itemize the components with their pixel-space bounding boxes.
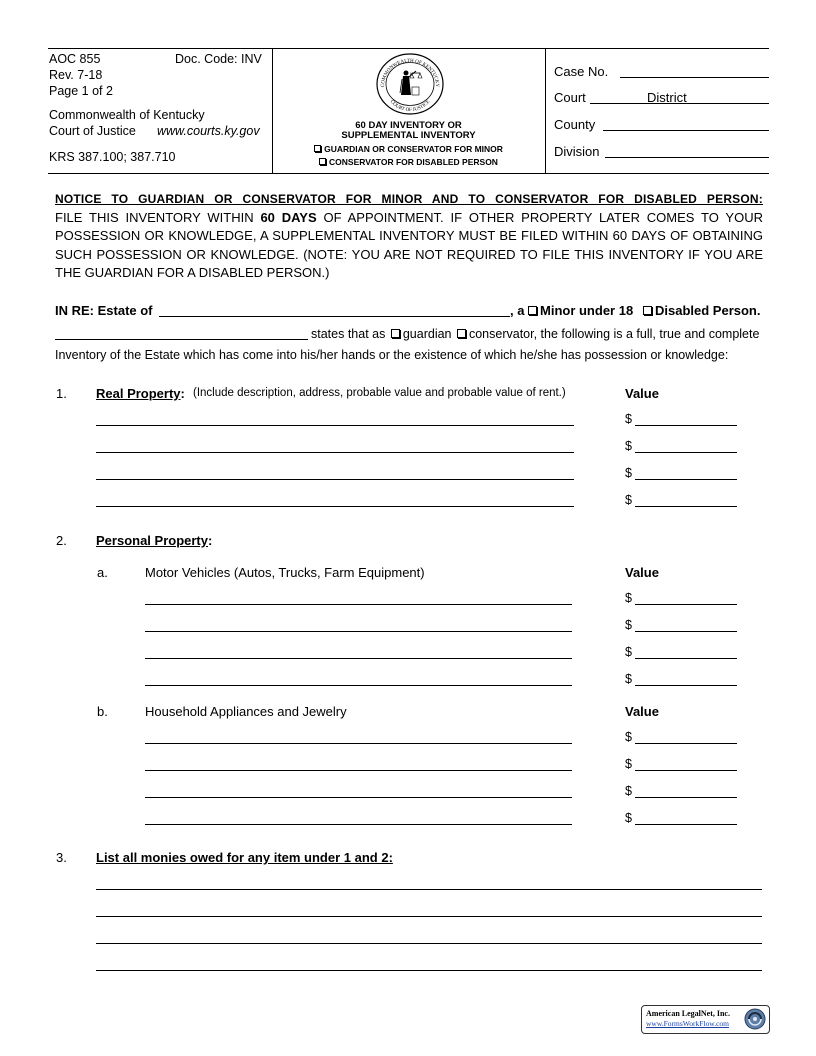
subsection-a-title: Motor Vehicles (Autos, Trucks, Farm Equipment) (145, 565, 425, 580)
page-number: Page 1 of 2 (49, 84, 113, 98)
dollar-sign: $ (625, 811, 632, 825)
household-line[interactable] (145, 824, 572, 825)
monies-owed-line[interactable] (96, 916, 762, 917)
court-seal-icon (376, 53, 444, 115)
dollar-sign: $ (625, 618, 632, 632)
minor-label: Minor under 18 (540, 303, 634, 318)
form-title-line1: 60 DAY INVENTORY OR (355, 120, 462, 131)
minor-row[interactable] (526, 303, 633, 318)
dollar-sign: $ (625, 645, 632, 659)
notice-heading: NOTICE TO GUARDIAN OR CONSERVATOR FOR MINOR AND TO CONSERVATOR FOR DISABLED PERSON: (55, 192, 763, 206)
household-value-field[interactable] (635, 797, 737, 798)
section-1-title: Real Property (96, 386, 181, 401)
case-no-label: Case No. (554, 64, 609, 79)
household-line[interactable] (145, 797, 572, 798)
disabled-row[interactable] (641, 303, 760, 318)
website-link[interactable]: www.courts.ky.gov (157, 124, 260, 138)
states-as-row (311, 327, 759, 341)
subsection-a-value-label: Value (625, 565, 659, 580)
court-value: District (647, 90, 687, 105)
option-guardian-label: GUARDIAN OR CONSERVATOR FOR MINOR (324, 144, 503, 154)
real-property-value-field[interactable] (635, 452, 737, 453)
section-3-title: List all monies owed for any item under 1 and 2: (96, 850, 393, 865)
notice-body-bold: 60 DAYS (260, 209, 317, 225)
section-2-number: 2. (56, 533, 67, 548)
section-2-colon: : (208, 533, 213, 548)
subsection-b-title: Household Appliances and Jewelry (145, 704, 347, 719)
household-line[interactable] (145, 743, 572, 744)
real-property-value-field[interactable] (635, 479, 737, 480)
motor-vehicle-line[interactable] (145, 658, 572, 659)
option-conservator-row[interactable] (272, 157, 545, 167)
household-value-field[interactable] (635, 770, 737, 771)
motor-vehicle-value-field[interactable] (635, 604, 737, 605)
monies-owed-line[interactable] (96, 943, 762, 944)
motor-vehicle-value-field[interactable] (635, 685, 737, 686)
case-no-field[interactable] (620, 77, 769, 78)
form-title-line2: SUPPLEMENTAL INVENTORY (341, 130, 476, 141)
disabled-label: Disabled Person. (655, 303, 761, 318)
dollar-sign: $ (625, 730, 632, 744)
revision: Rev. 7-18 (49, 68, 103, 82)
section-2-heading (96, 533, 212, 548)
section-3-number: 3. (56, 850, 67, 865)
dollar-sign: $ (625, 591, 632, 605)
dollar-sign: $ (625, 412, 632, 426)
guardian-checkbox[interactable] (391, 329, 400, 338)
estate-of-field[interactable] (159, 316, 510, 317)
guardian-minor-checkbox[interactable] (314, 145, 321, 152)
subsection-b-letter: b. (97, 704, 108, 719)
notice-body-post: OF APPOINTMENT. IF OTHER PROPERTY LATER COMES TO YOUR POSSESSION OR KNOWLEDGE, A SUPPLEMENTAL INVENTORY MUST BE FILED WITHIN 60 DAYS OF OBTAINING SUCH POSSESSION OR KNOWLEDGE. (NOTE: YOU ARE NOT REQUIRED TO FILE THIS INVENTORY IF YOU ARE THE GUARDIAN FOR A DISABLED PERSON.) (55, 209, 763, 281)
notice-body-pre: FILE THIS INVENTORY WITHIN (55, 209, 261, 225)
division-field[interactable] (605, 157, 769, 158)
option-guardian-row[interactable] (272, 144, 545, 154)
real-property-value-field[interactable] (635, 506, 737, 507)
section-1-description: (Include description, address, probable value and probable value of rent.) (193, 387, 566, 399)
household-value-field[interactable] (635, 824, 737, 825)
dollar-sign: $ (625, 439, 632, 453)
dollar-sign: $ (625, 466, 632, 480)
in-re-label: IN RE: Estate of (55, 303, 153, 318)
conservator-checkbox[interactable] (457, 329, 466, 338)
commonwealth: Commonwealth of Kentucky (49, 108, 205, 122)
court-label: Court (554, 90, 586, 105)
minor-checkbox[interactable] (528, 306, 537, 315)
section-1-heading (96, 386, 185, 401)
doc-code: Doc. Code: INV (175, 52, 262, 66)
real-property-value-field[interactable] (635, 425, 737, 426)
states-as-text: states that as (311, 327, 386, 341)
real-property-line[interactable] (96, 452, 574, 453)
section-1-number: 1. (56, 386, 67, 401)
real-property-line[interactable] (96, 506, 574, 507)
motor-vehicle-value-field[interactable] (635, 631, 737, 632)
dollar-sign: $ (625, 493, 632, 507)
real-property-line[interactable] (96, 479, 574, 480)
legalnet-url[interactable]: www.FormsWorkFlow.com (646, 1019, 730, 1028)
dollar-sign: $ (625, 784, 632, 798)
household-line[interactable] (145, 770, 572, 771)
motor-vehicle-value-field[interactable] (635, 658, 737, 659)
conservator-disabled-checkbox[interactable] (319, 158, 326, 165)
section-1-value-label: Value (625, 386, 659, 401)
subsection-b-value-label: Value (625, 704, 659, 719)
court-of-justice: Court of Justice (49, 124, 136, 138)
seal-text-top: COMMONWEALTH OF KENTUCKY (380, 58, 440, 88)
conservator-text: conservator, the following is a full, true and complete (468, 327, 760, 341)
motor-vehicle-line[interactable] (145, 685, 572, 686)
form-number: AOC 855 (49, 52, 101, 66)
county-field[interactable] (603, 130, 769, 131)
notice-block (55, 190, 763, 283)
dollar-sign: $ (625, 757, 632, 771)
inventory-statement: Inventory of the Estate which has come into his/her hands or the existence of which he/she has possession or knowledge: (55, 348, 729, 362)
county-label: County (554, 117, 596, 132)
globe-icon (744, 1008, 766, 1030)
section-2-title: Personal Property (96, 533, 208, 548)
motor-vehicle-line[interactable] (145, 631, 572, 632)
monies-owed-line[interactable] (96, 970, 762, 971)
subsection-a-letter: a. (97, 565, 108, 580)
motor-vehicle-line[interactable] (145, 604, 572, 605)
krs-reference: KRS 387.100; 387.710 (49, 150, 176, 164)
real-property-line[interactable] (96, 425, 574, 426)
monies-owed-line[interactable] (96, 889, 762, 890)
division-label: Division (554, 144, 600, 159)
legalnet-logo[interactable] (641, 1005, 770, 1034)
household-value-field[interactable] (635, 743, 737, 744)
seal-text-bottom: COURT OF JUSTICE (388, 99, 432, 114)
section-1-colon: : (180, 386, 185, 401)
option-conservator-label: CONSERVATOR FOR DISABLED PERSON (329, 157, 498, 167)
dollar-sign: $ (625, 672, 632, 686)
disabled-checkbox[interactable] (643, 306, 652, 315)
guardian-text: guardian (402, 327, 452, 341)
legalnet-company: American LegalNet, Inc. (646, 1009, 730, 1018)
in-re-a: , a (510, 303, 525, 318)
petitioner-name-field[interactable] (55, 339, 308, 340)
svg-text:COMMONWEALTH OF KENTUCKY (381, 59, 439, 88)
